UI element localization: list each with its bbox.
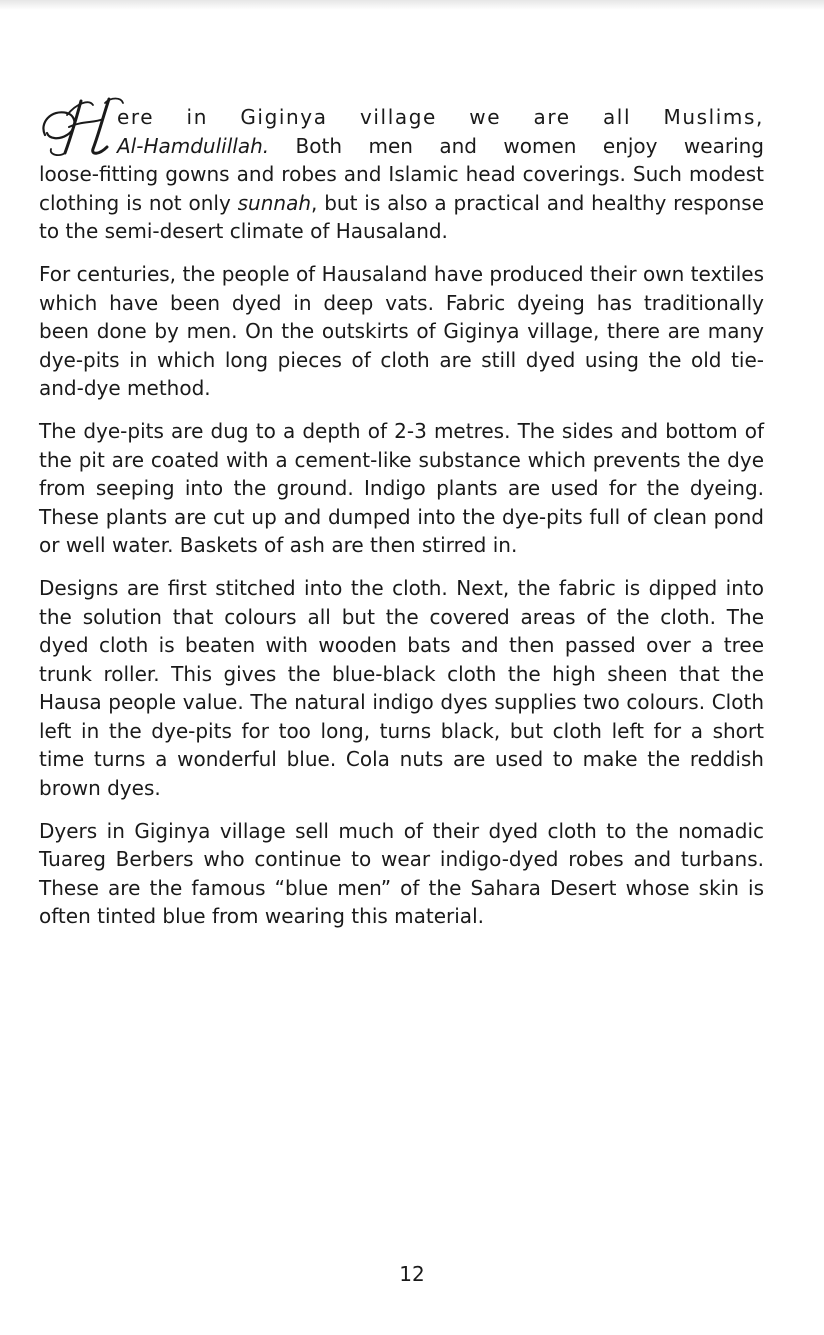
page-body [39,103,764,945]
paragraph-3: The dye-pits are dug to a depth of 2-3 metres. The sides and bottom of the pit are coated with a cement-like substance which prevents the dye from seeping into the ground. Indigo plants are used for the dyeing. These plants are cut up and dumped into the dye-pits full of clean pond or well water. Baskets of ash are then stirred in. [39,418,764,558]
italic-term-alhamdulillah: Al-Hamdulillah. [117,133,270,158]
paragraph-1-line-2-text: Both men and women enjoy wearing [269,133,764,158]
paragraph-5: Dyers in Giginya village sell much of their dyed cloth to the nomadic Tuareg Berbers who continue to wear indigo-dyed robes and turbans. These are the famous “blue men” of the Sahara Desert whose skin is often tinted blue from wearing this material. [39,818,764,929]
paragraph-1-line-1: ere in Giginya village we are all Muslims, [117,105,764,129]
italic-term-sunnah: sunnah [237,190,312,215]
decorative-initial-h-graphic [37,95,127,159]
paragraph-1-line-2 [39,132,764,161]
paragraph-1-rest [39,160,764,246]
page-top-edge [0,0,824,10]
decorative-initial-letter [37,95,127,159]
paragraph-4: Designs are first stitched into the cloth. Next, the fabric is dipped into the solution that colours all but the covered areas of the cloth. The dyed cloth is beaten with wooden bats and then passed over a tree trunk roller. This gives the blue-black cloth the high sheen that the Hausa people value. The natural indigo dyes supplies two colours. Cloth left in the dye-pits for too long, turns black, but cloth left for a short time turns a wonderful blue. Cola nuts are used to make the reddish brown dyes. [39,575,764,801]
paragraph-1 [39,103,764,246]
paragraph-2: For centuries, the people of Hausaland have produced their own textiles which have been dyed in deep vats. Fabric dyeing has traditionally been done by men. On the outskirts of Giginya village, there are many dye-pits in which long pieces of cloth are still dyed using the old tie-and-dye method. [39,261,764,401]
page-number: 12 [399,1262,425,1286]
paragraph-1-rest-a: loose-fitting gowns and robes and Islamic head coverings. Such modest clothing is not only [39,162,764,215]
paragraph-1-rest-b: , but is also a practical and healthy response to the semi-desert climate of Hausaland. [39,190,765,244]
